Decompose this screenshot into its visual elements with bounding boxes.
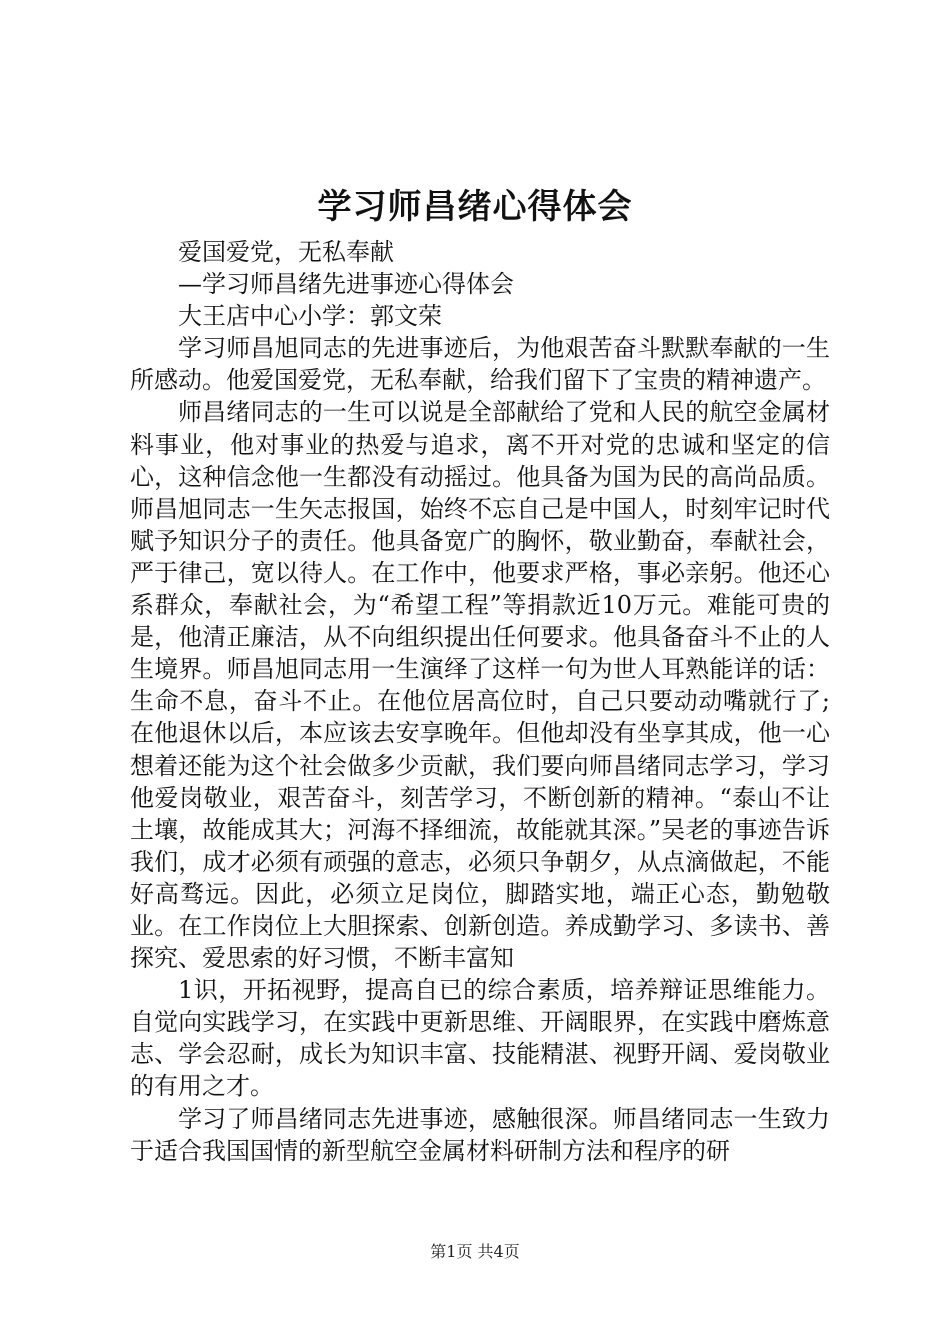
- paragraph: 学习师昌旭同志的先进事迹后，为他艰苦奋斗默默奉献的一生所感动。他爱国爱党，无私奉献，给我们留下了宝贵的精神遗产。: [130, 334, 830, 395]
- heading-line-slogan: 爱国爱党，无私奉献: [178, 238, 394, 266]
- paragraph: 师昌绪同志的一生可以说是全部献给了党和人民的航空金属材料事业，他对事业的热爱与追求，离不开对党的忠诚和坚定的信心，这种信念他一生都没有动摇过。他具备为国为民的高尚品质。师昌旭同志一生矢志报国，始终不忘自己是中国人，时刻牢记时代赋予知识分子的责任。他具备宽广的胸怀，敬业勤奋，奉献社会，严于律己，宽以待人。在工作中，他要求严格，事必亲躬。他还心系群众，奉献社会，为“希望工程”等捐款近10万元。难能可贵的是，他清正廉洁，从不向组织提出任何要求。他具备奋斗不止的人生境界。师昌旭同志用一生演绎了这样一句为世人耳熟能详的话：生命不息，奋斗不止。在他位居高位时，自己只要动动嘴就行了;在他退休以后，本应该去安享晚年。但他却没有坐享其成，他一心想着还能为这个社会做多少贡献，我们要向师昌绪同志学习，学习他爱岗敬业，艰苦奋斗，刻苦学习，不断创新的精神。“泰山不让土壤，故能成其大；河海不择细流，故能就其深。”吴老的事迹告诉我们，成才必须有顽强的意志，必须只争朝夕，从点滴做起，不能好高骛远。因此，必须立足岗位，脚踏实地，端正心态，勤勉敬业。在工作岗位上大胆探索、创新创造。养成勤学习、多读书、善探究、爱思索的好习惯，不断丰富知: [130, 398, 830, 973]
- paragraph: 1识，开拓视野，提高自已的综合素质，培养辩证思维能力。自觉向实践学习，在实践中更新思维、开阔眼界，在实践中磨炼意志、学会忍耐，成长为知识丰富、技能精湛、视野开阔、爱岗敬业的有用之才。: [130, 976, 830, 1101]
- document-title: 学习师昌绪心得体会: [317, 187, 633, 227]
- page-number-footer: 第1页 共4页: [430, 1242, 520, 1261]
- heading-line-subtitle: —学习师昌绪先进事迹心得体会: [178, 270, 514, 299]
- paragraph: 学习了师昌绪同志先进事迹，感触很深。师昌绪同志一生致力于适合我国国情的新型航空金属材料研制方法和程序的研: [130, 1104, 830, 1165]
- heading-line-author: 大王店中心小学：郭文荣: [178, 302, 442, 331]
- document-body: [130, 236, 830, 1167]
